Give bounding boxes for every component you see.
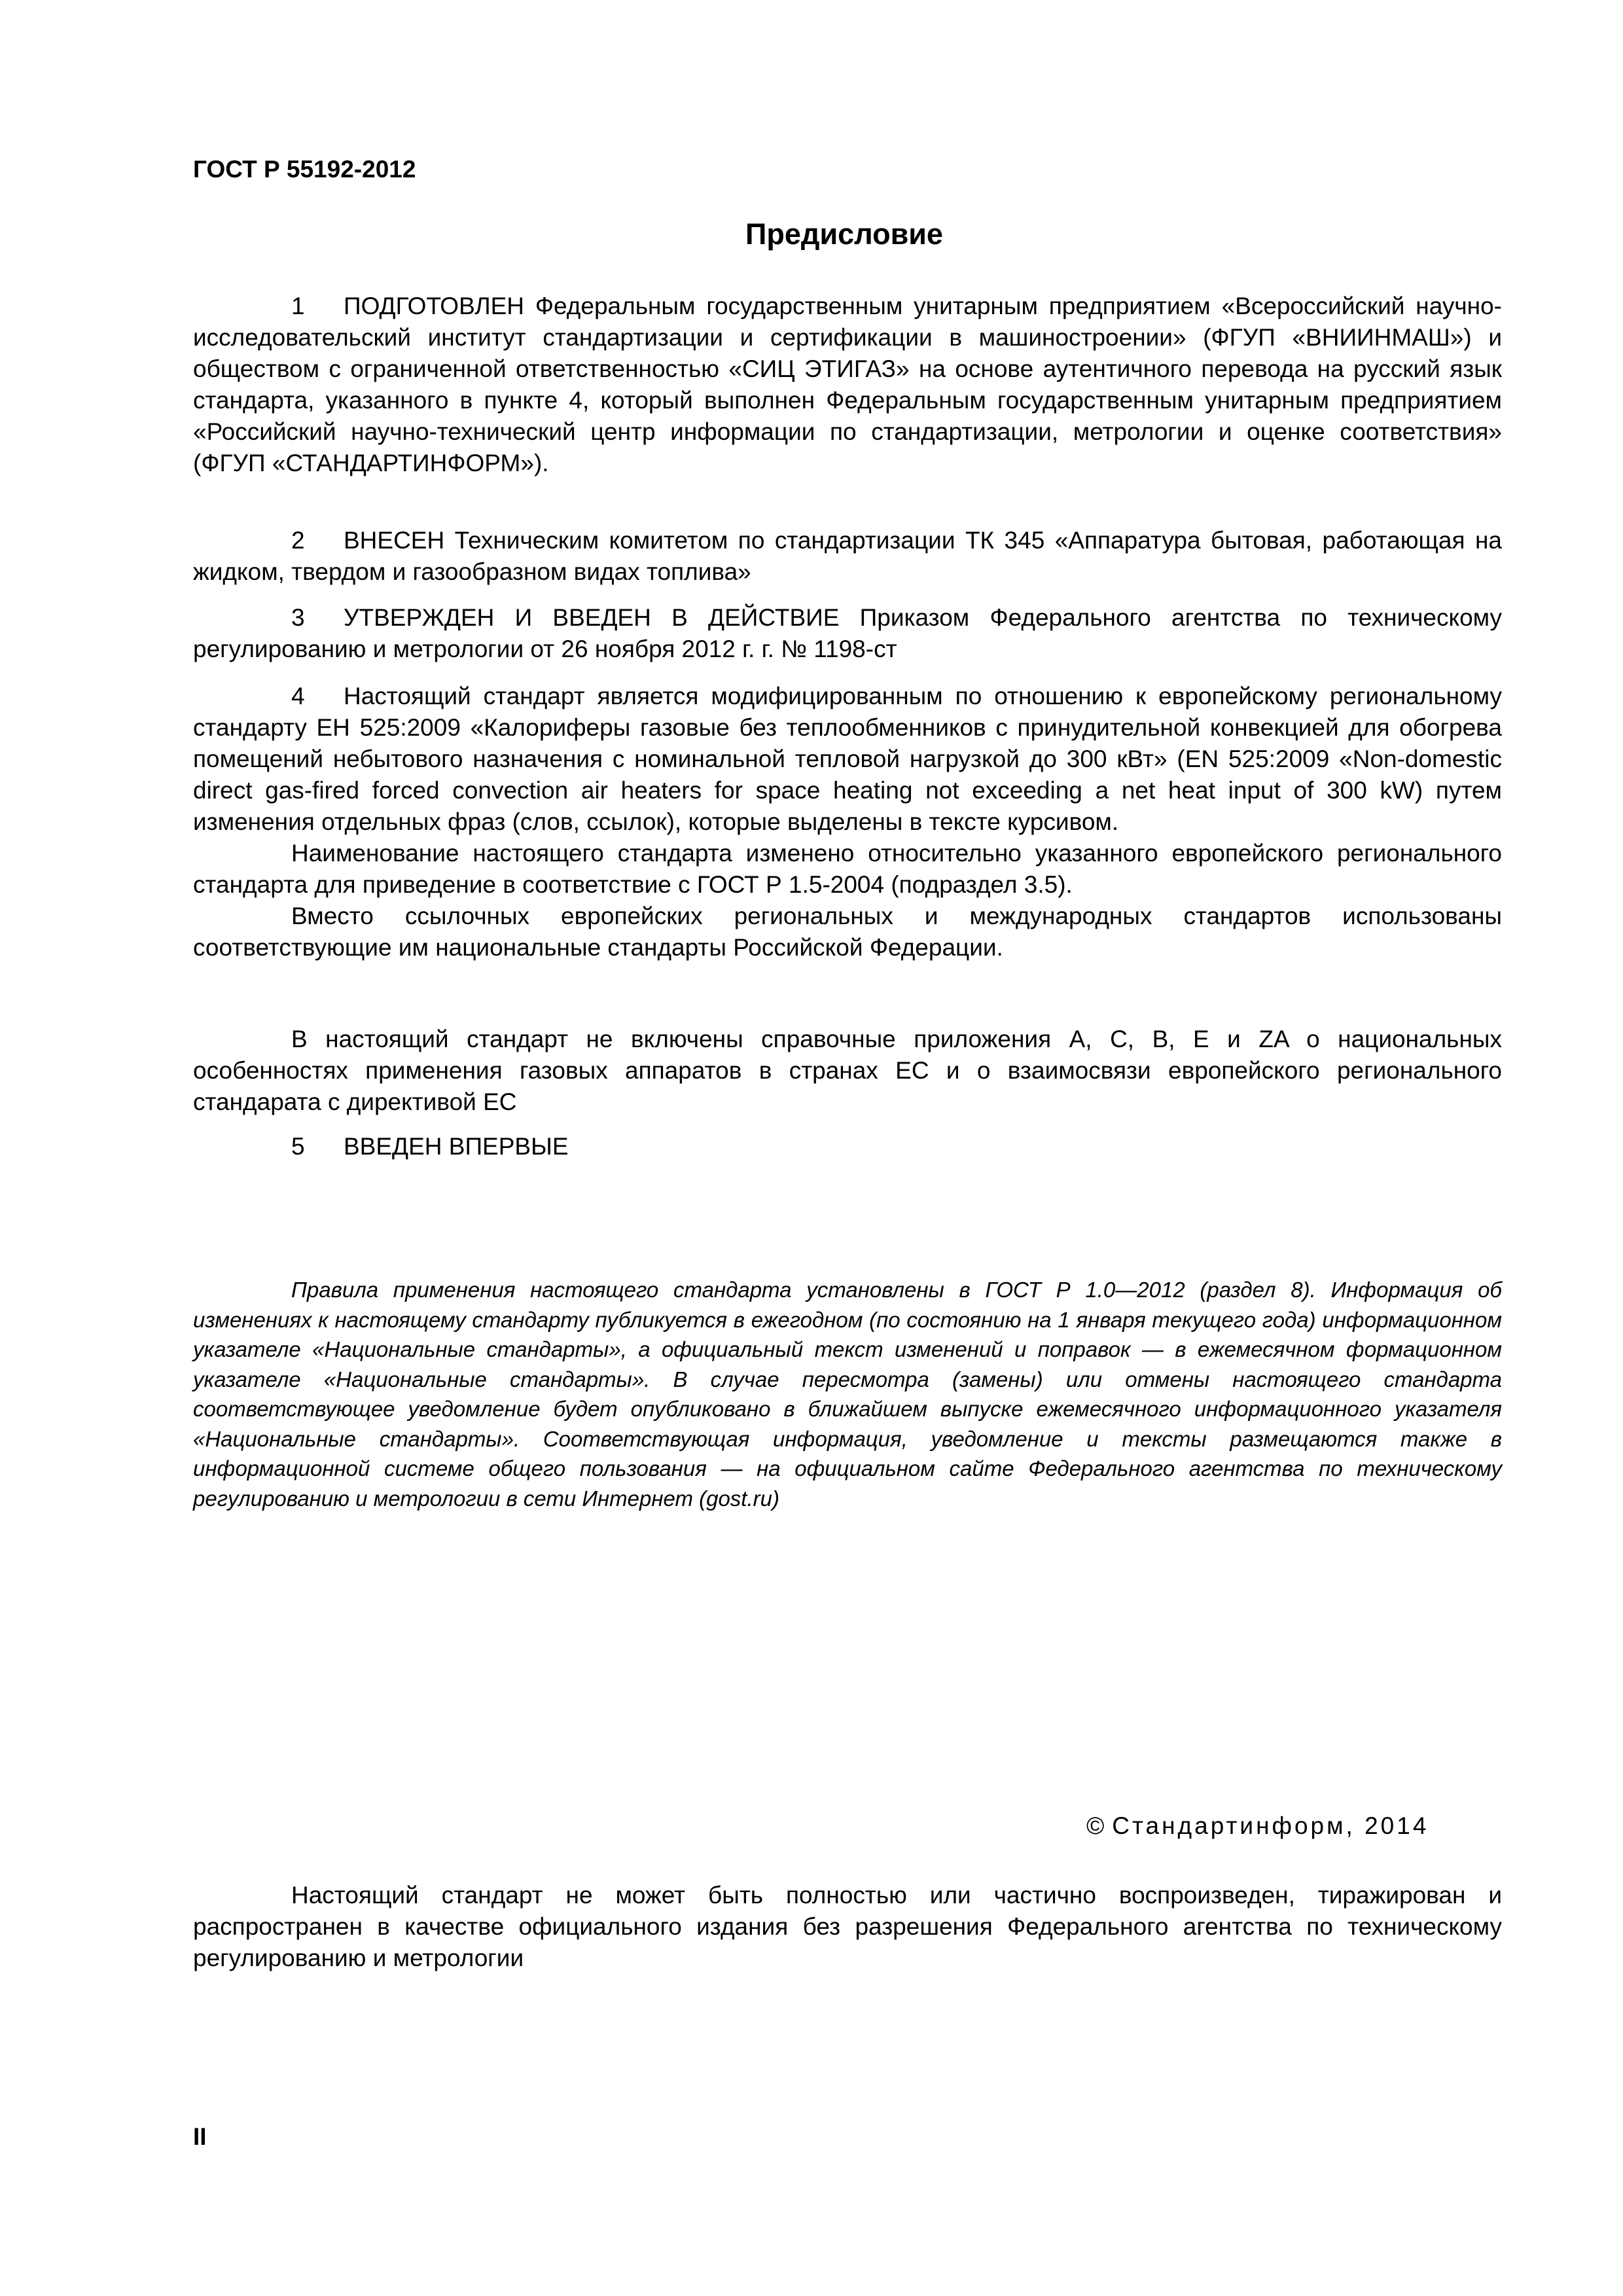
item-4-text: Настоящий стандарт является модифицированным по отношению к европейскому региональному стандарту ЕН 525:2009 «Калориферы газовые без теплообменников с принудительной конвекцией для обогрева помещений небытового назначения с номинальной тепловой нагрузкой до 300 кВт» (EN 525:2009 «Non-domestic direct gas-fired forced convection air heaters for space heating not exceeding a net heat input of 300 kW) путем изменения отдельных фраз (слов, ссылок), которые выделены в тексте курсивом.	[193, 683, 1502, 835]
item-4	[193, 681, 1502, 963]
item-4-references-paragraph: Вместо ссылочных европейских региональных и международных стандартов использованы соответствующие им национальные стандарты Российской Федерации.	[193, 903, 1502, 961]
item-1-text: ПОДГОТОВЛЕН Федеральным государственным унитарным предприятием «Всероссийский научно-исследовательский институт стандартизации и сертификации в машиностроении» (ФГУП «ВНИИНМАШ») и обществом с ограниченной ответственностью «СИЦ ЭТИГАЗ» на основе аутентичного перевода на русский язык стандарта, указанного в пункте 4, который выполнен Федеральным государственным унитарным предприятием «Российский научно-технический центр информации по стандартизации, метрологии и оценке соответствия» (ФГУП «СТАНДАРТИНФОРМ»).	[193, 293, 1502, 476]
item-4-number: 4	[291, 683, 305, 709]
item-2-text: ВНЕСЕН Техническим комитетом по стандартизации ТК 345 «Аппаратура бытовая, работающая на жидком, твердом и газообразном видах топлива»	[193, 527, 1502, 585]
annex-note-text: В настоящий стандарт не включены справочные приложения А, С, В, Е и ZA о национальных особенностях применения газовых аппаратов в странах ЕС и о взаимосвязи европейского регионального стандарата с директивой ЕС	[193, 1026, 1502, 1115]
copyright	[1086, 1810, 1429, 1842]
item-4-title-change-paragraph: Наименование настоящего стандарта изменено относительно указанного европейского регионального стандарта для приведение в соответствие с ГОСТ Р 1.5-2004 (подраздел 3.5).	[193, 840, 1502, 898]
item-5-number: 5	[291, 1133, 305, 1160]
annex-note	[193, 1024, 1502, 1118]
standard-code: ГОСТ Р 55192-2012	[193, 156, 416, 183]
item-1-number: 1	[291, 293, 305, 319]
item-3-text: УТВЕРЖДЕН И ВВЕДЕН В ДЕЙСТВИЕ Приказом Федерального агентства по техническому регулированию и метрологии от 26 ноября 2012 г. г. № 1198-ст	[193, 604, 1502, 662]
copyright-text: Стандартинформ, 2014	[1112, 1812, 1429, 1839]
page-title: Предисловие	[745, 217, 943, 251]
item-3-number: 3	[291, 604, 305, 631]
reproduction-notice: Настоящий стандарт не может быть полностью или частично воспроизведен, тиражирован и распространен в качестве официального издания без разрешения Федерального агентства по техническому регулированию и метрологии	[193, 1882, 1502, 1971]
item-5-text: ВВЕДЕН ВПЕРВЫЕ	[344, 1133, 569, 1160]
page-number: II	[193, 2123, 207, 2150]
item-5	[193, 1131, 1502, 1162]
item-3	[193, 602, 1502, 665]
item-2-number: 2	[291, 527, 305, 554]
application-rules-notice: Правила применения настоящего стандарта установлены в ГОСТ Р 1.0—2012 (раздел 8). Информация об изменениях к настоящему стандарту публикуется в ежегодном (по состоянию на 1 января текущего года) информационном указателе «Национальные стандарты», а официальный текст изменений и поправок — в ежемесячном формационном указателе «Национальные стандарты». В случае пересмотра (замены) или отмены настоящего стандарта соответствующее уведомление будет опубликовано в ближайшем выпуске ежемесячного информационного указателя «Национальные стандарты». Соответствующая информация, уведомление и тексты размещаются также в информационной системе общего пользования — на официальном сайте Федерального агентства по техническому регулированию и метрологии в сети Интернет (gost.ru)	[193, 1278, 1502, 1511]
copyright-sign: ©	[1086, 1812, 1107, 1839]
item-2	[193, 525, 1502, 588]
item-1	[193, 291, 1502, 479]
